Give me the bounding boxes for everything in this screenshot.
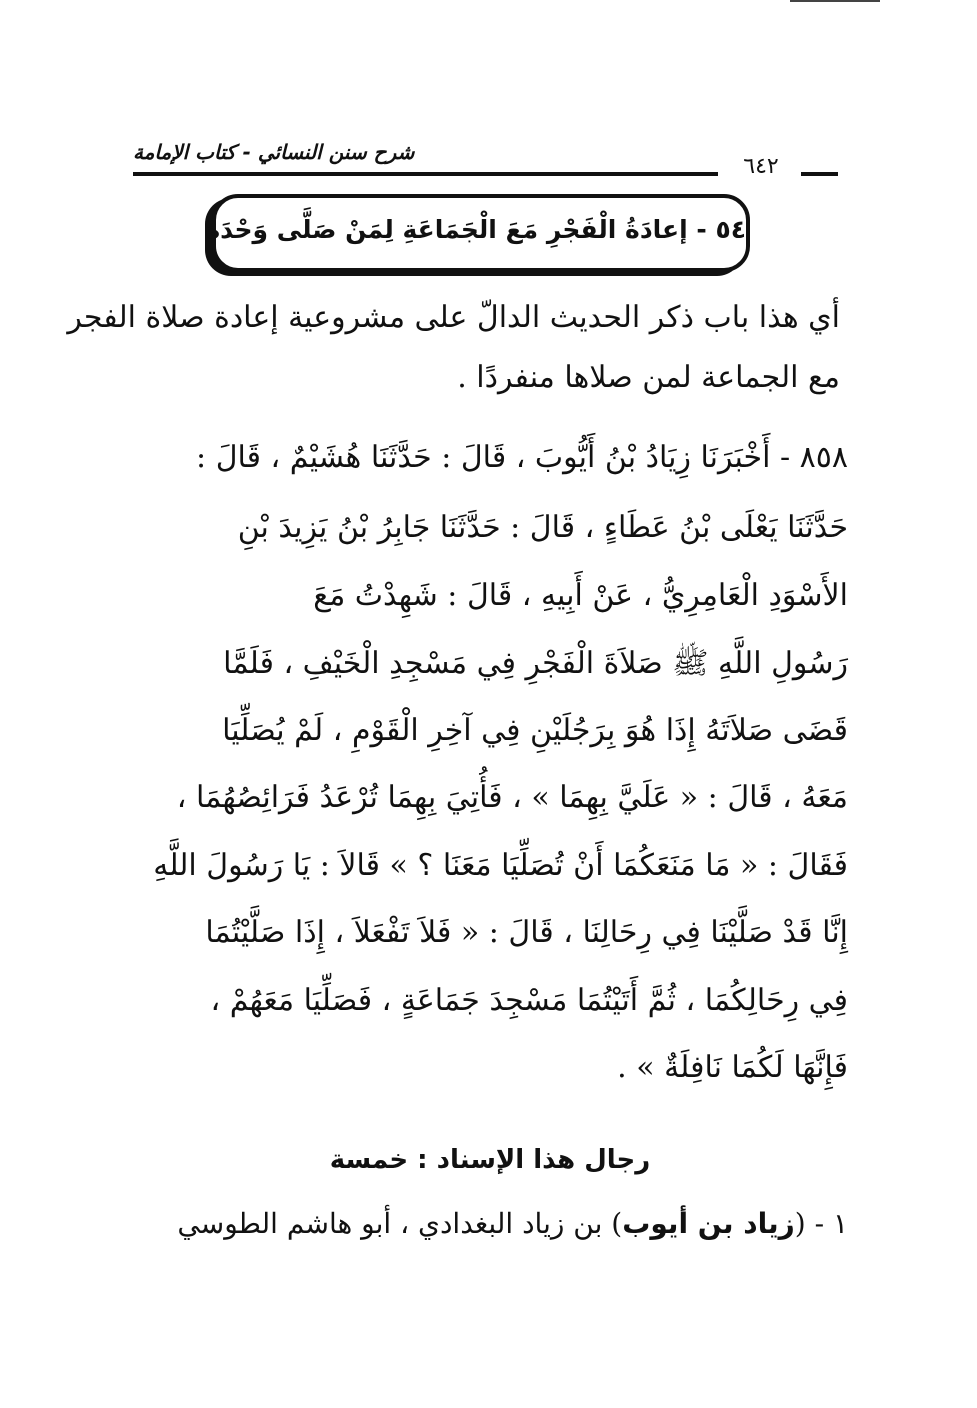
hadith-line-2: حَدَّثَنَا يَعْلَى بْنُ عَطَاءٍ ، قَالَ : حَدَّثَنَا جَابِرُ بْنُ يَزِيدَ بْنِ <box>237 510 848 545</box>
hadith-line-3: الأَسْوَدِ الْعَامِرِيُّ ، عَنْ أَبِيهِ ، قَالَ : شَهِدْتُ مَعَ <box>313 578 848 613</box>
narrator-entry <box>132 1207 848 1240</box>
running-header <box>133 138 838 182</box>
hadith-line-9: فِي رِحَالِكُمَا ، ثُمَّ أَتَيْتُمَا مَسْجِدَ جَمَاعَةٍ ، فَصَلِّيَا مَعَهُمْ ، <box>210 983 848 1018</box>
chapter-title-box <box>205 194 750 272</box>
hadith-line-5: قَضَى صَلاَتَهُ إِذَا هُوَ بِرَجُلَيْنِ فِي آخِرِ الْقَوْمِ ، لَمْ يُصَلِّيَا <box>222 713 848 748</box>
narrator-name: زياد بن أيوب <box>622 1207 795 1240</box>
chapter-title: ٥٤ - إعادَةُ الْفَجْرِ مَعَ الْجَمَاعَةِ لِمَنْ صَلَّى وَحْدَهُ <box>205 215 746 244</box>
hadith-line-7: فَقَالَ : « مَا مَنَعَكُمَا أَنْ تُصَلِّيَا مَعَنَا ؟ » قَالاَ : يَا رَسُولَ اللَّهِ <box>153 848 848 883</box>
hadith-line-4: رَسُولِ اللَّهِ ﷺ صَلاَةَ الْفَجْرِ فِي مَسْجِدِ الْخَيْفِ ، فَلَمَّا <box>223 646 848 681</box>
intro-line-1: أي هذا باب ذكر الحديث الدالّ على مشروعية إعادة صلاة الفجر <box>67 300 840 335</box>
running-header-title: شرح سنن النسائي - كتاب الإمامة <box>133 140 415 164</box>
hadith-line-6: مَعَهُ ، قَالَ : « عَلَيَّ بِهِمَا » ، فَأُتِيَ بِهِمَا تُرْعَدُ فَرَائِصُهُمَا ، <box>176 780 848 815</box>
hadith-line-1: ٨٥٨ - أَخْبَرَنَا زِيَادُ بْنُ أَيُّوبَ ، قَالَ : حَدَّثَنَا هُشَيْمٌ ، قَالَ : <box>196 440 848 475</box>
page-number: ٦٤٢ <box>743 154 779 179</box>
narrator-index: ١ - ( <box>794 1207 848 1240</box>
header-rule <box>133 172 718 176</box>
hadith-line-8: إِنَّا قَدْ صَلَّيْنَا فِي رِحَالِنَا ، قَالَ : « فَلاَ تَفْعَلاَ ، إِذَا صَلَّيْتُمَا <box>205 915 848 950</box>
intro-line-2: مع الجماعة لمن صلاها منفردًا . <box>457 360 840 395</box>
page-number-rule <box>801 172 838 176</box>
narrators-heading: رجال هذا الإسناد : خمسة <box>329 1145 651 1175</box>
narrator-details: بن زياد البغدادي ، أبو هاشم الطوسي <box>177 1207 612 1240</box>
hadith-line-10: فَإِنَّهَا لَكُمَا نَافِلَةٌ » . <box>617 1050 848 1085</box>
scan-edge-mark <box>790 0 880 2</box>
narrator-close-paren: ) <box>611 1207 623 1240</box>
